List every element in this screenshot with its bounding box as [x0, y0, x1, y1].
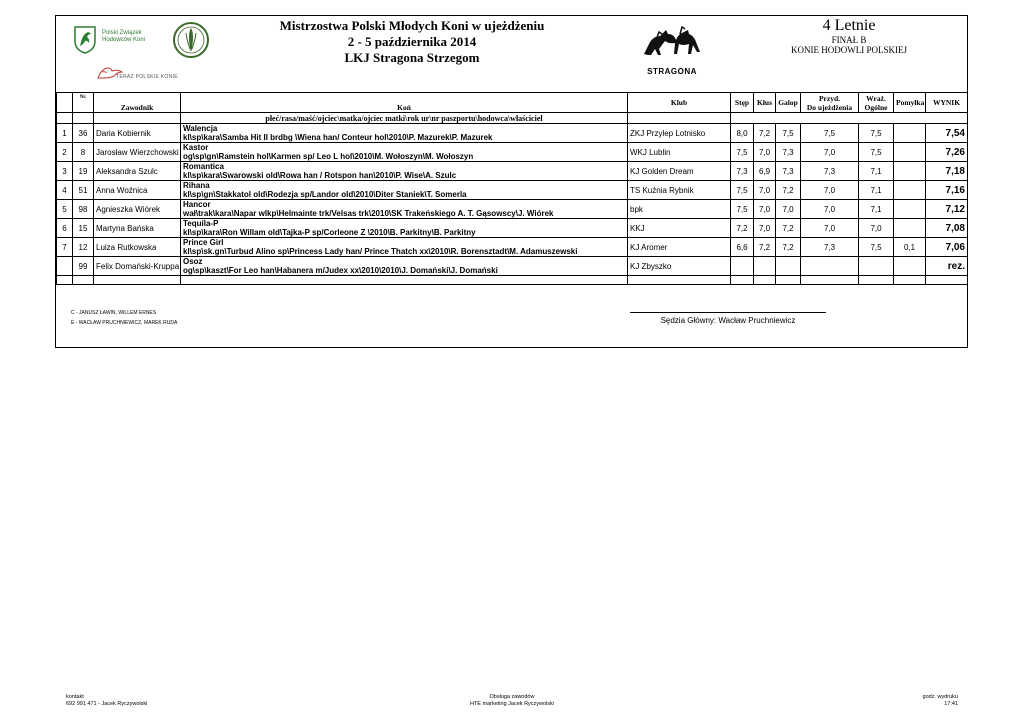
col-rider: Zawodnik	[94, 93, 181, 113]
horse-cell	[181, 219, 628, 238]
footer-service-company: HTE marketing Jacek Ryczywolski	[469, 701, 555, 707]
results-body	[57, 124, 968, 285]
result-cell: 7,26	[926, 143, 968, 162]
table-row	[57, 181, 968, 200]
horse-details: og\sp\kaszt\For Leo han\Habanera m/Judex xx\2010\2010\J. Domański\J. Domański	[183, 266, 498, 275]
horse-cell	[181, 124, 628, 143]
spacer-cell	[181, 276, 628, 285]
place-cell: 2	[57, 143, 73, 162]
general-cell	[859, 257, 894, 276]
rider-cell: Anna Woźnica	[94, 181, 181, 200]
submission-cell: 7,3	[801, 162, 859, 181]
table-row	[57, 162, 968, 181]
trot-cell: 7,0	[754, 200, 776, 219]
trot-cell: 6,9	[754, 162, 776, 181]
event-title	[256, 18, 568, 66]
canter-cell: 7,0	[776, 200, 801, 219]
col-result: WYNIK	[926, 93, 968, 113]
event-title-line-3: LKJ Stragona Strzegom	[344, 50, 480, 65]
general-cell: 7,0	[859, 219, 894, 238]
club-cell: bpk	[628, 200, 731, 219]
number-cell: 98	[73, 200, 94, 219]
class-final: FINAŁ B	[831, 35, 867, 45]
spacer-cell	[776, 276, 801, 285]
judges-c: C - JANUSZ ŁAWIN, WILLEM ERNES	[71, 310, 157, 316]
canter-cell: 7,3	[776, 162, 801, 181]
submission-cell: 7,0	[801, 200, 859, 219]
number-cell: 19	[73, 162, 94, 181]
horse-details: kl\sp\kara\Samba Hit II brdbg \Wiena han/ Conteur hol\2010\P. Mazurek\P. Mazurek	[183, 133, 493, 142]
footer-service-label: Obsługa zawodów	[489, 694, 535, 700]
general-cell: 7,5	[859, 238, 894, 257]
error-cell	[894, 219, 926, 238]
place-cell	[57, 257, 73, 276]
sub-empty-5	[731, 113, 968, 124]
club-cell: TS Kuźnia Rybnik	[628, 181, 731, 200]
number-cell: 36	[73, 124, 94, 143]
error-cell	[894, 143, 926, 162]
horse-details: kl\sp\kara\Ron Willam old\Tajka-P sp/Corleone Z \2010\B. Parkitny\B. Parkitny	[183, 228, 476, 237]
submission-cell: 7,0	[801, 143, 859, 162]
sub-empty-1	[57, 113, 73, 124]
trot-cell: 7,2	[754, 238, 776, 257]
horse-cell	[181, 181, 628, 200]
footer-contact	[66, 694, 147, 708]
canter-cell: 7,2	[776, 181, 801, 200]
col-horse-details: płeć/rasa/maść/ojciec\matka/ojciec matki\rok ur\nr paszportu\hodowca\właściciel	[181, 113, 628, 124]
trot-cell: 7,0	[754, 143, 776, 162]
pzhk-line-2: Hodowców Koni	[102, 37, 146, 43]
spacer-cell	[894, 276, 926, 285]
walk-cell: 7,2	[731, 219, 754, 238]
col-club: Klub	[628, 93, 731, 113]
chief-judge-signature	[628, 312, 828, 325]
canter-cell: 7,2	[776, 219, 801, 238]
rider-cell: Agnieszka Wiórek	[94, 200, 181, 219]
horse-cell	[181, 143, 628, 162]
club-cell: KJ Aromer	[628, 238, 731, 257]
competition-class	[764, 16, 934, 55]
horse-details: kl\sp\gn\Stakkatol old\Rodezja sp/Landor old\2010\Diter Staniek\T. Somerla	[183, 190, 467, 199]
horse-name: Prince Girl	[183, 238, 224, 247]
class-name: 4 Letnie	[822, 17, 876, 34]
horse-cell	[181, 162, 628, 181]
result-cell: 7,18	[926, 162, 968, 181]
horse-details: kl\sp\sk.gn\Turbud Alino sp\Princess Lady han/ Prince Thatch xx\2010\R. Borensztadt\M. Adamuszewski	[183, 247, 578, 256]
walk-cell	[731, 257, 754, 276]
place-cell: 7	[57, 238, 73, 257]
place-cell: 3	[57, 162, 73, 181]
sub-empty-4	[628, 113, 731, 124]
general-cell: 7,5	[859, 143, 894, 162]
spacer-cell	[731, 276, 754, 285]
col-no: Nr.	[73, 93, 94, 113]
spacer-cell	[859, 276, 894, 285]
col-general-line-2: Ogólne	[864, 102, 888, 112]
footer-contact-label: kontakt	[66, 694, 84, 700]
chief-judge-name: Sędzia Główny: Wacław Pruchniewicz	[660, 316, 796, 325]
table-spacer-row	[57, 276, 968, 285]
number-cell: 51	[73, 181, 94, 200]
spacer-cell	[754, 276, 776, 285]
error-cell	[894, 257, 926, 276]
club-cell: WKJ Lublin	[628, 143, 731, 162]
horse-name: Romantica	[183, 162, 224, 171]
footer-print-value: 17:41	[944, 701, 958, 707]
place-cell: 5	[57, 200, 73, 219]
number-cell: 8	[73, 143, 94, 162]
place-cell: 1	[57, 124, 73, 143]
spacer-cell	[57, 276, 73, 285]
club-cell: KJ Golden Dream	[628, 162, 731, 181]
horse-cell	[181, 200, 628, 219]
rider-cell: Jarosław Wierzchowski	[94, 143, 181, 162]
footer-service	[412, 694, 612, 708]
stragona-logo-icon	[640, 24, 704, 70]
rider-cell: Felix Domański-Kruppa	[94, 257, 181, 276]
col-submission-line-2: Do ujeżdżenia	[806, 102, 853, 112]
submission-cell: 7,0	[801, 181, 859, 200]
trot-cell	[754, 257, 776, 276]
walk-cell: 7,5	[731, 143, 754, 162]
sub-empty-2	[73, 113, 94, 124]
footer-contact-phone: 692 991 471 - Jacek Ryczywolski	[66, 701, 148, 707]
pzhk-logo-text	[102, 30, 145, 44]
table-row	[57, 200, 968, 219]
trot-cell: 7,0	[754, 181, 776, 200]
col-horse: Koń	[181, 93, 628, 113]
col-walk: Stęp	[731, 93, 754, 113]
submission-cell: 7,3	[801, 238, 859, 257]
pzhk-logo-icon	[70, 24, 100, 54]
spacer-cell	[94, 276, 181, 285]
canter-cell: 7,3	[776, 143, 801, 162]
walk-cell: 6,6	[731, 238, 754, 257]
teraz-logo-text: TERAZ POLSKIE KONIE	[116, 74, 178, 80]
general-cell: 7,1	[859, 200, 894, 219]
walk-cell: 7,5	[731, 200, 754, 219]
table-header-row	[57, 93, 968, 113]
horse-name: Walencja	[183, 124, 218, 133]
table-subheader-row	[57, 113, 968, 124]
horse-details: wał\trak\kara\Napar wlkp\Helmainte trk/Velsas trk\2010\SK Trakeńskiego A. T. Gąsowscy\J. Wiórek	[183, 209, 554, 218]
col-place	[57, 93, 73, 113]
spacer-cell	[73, 276, 94, 285]
result-cell: 7,12	[926, 200, 968, 219]
trot-cell: 7,2	[754, 124, 776, 143]
horse-details: og\sp\gn\Ramstein hol\Karmen sp/ Leo L hol\2010\M. Wołoszyn\M. Wołoszyn	[183, 152, 474, 161]
event-title-line-2: 2 - 5 października 2014	[347, 34, 477, 49]
sub-empty-3	[94, 113, 181, 124]
club-cell: KJ Zbyszko	[628, 257, 731, 276]
judges-panel	[71, 308, 177, 328]
club-cell: ZKJ Przylep Lotnisko	[628, 124, 731, 143]
number-cell: 99	[73, 257, 94, 276]
general-cell: 7,5	[859, 124, 894, 143]
table-row	[57, 219, 968, 238]
footer-print-label: godz. wydruku	[922, 694, 958, 700]
walk-cell: 7,3	[731, 162, 754, 181]
number-cell: 15	[73, 219, 94, 238]
table-row	[57, 257, 968, 276]
submission-cell	[801, 257, 859, 276]
stragona-logo-text: STRAGONA	[647, 67, 697, 76]
horse-name: Hancor	[183, 200, 211, 209]
col-submission	[801, 93, 859, 113]
spacer-cell	[628, 276, 731, 285]
canter-cell: 7,5	[776, 124, 801, 143]
col-canter: Galop	[776, 93, 801, 113]
col-trot: Kłus	[754, 93, 776, 113]
horse-cell	[181, 238, 628, 257]
place-cell: 4	[57, 181, 73, 200]
event-title-line-1: Mistrzostwa Polski Młodych Koni w ujeżdżeniu	[279, 18, 545, 33]
general-cell: 7,1	[859, 162, 894, 181]
club-cell: KKJ	[628, 219, 731, 238]
walk-cell: 8,0	[731, 124, 754, 143]
class-category: KONIE HODOWLI POLSKIEJ	[791, 45, 907, 55]
walk-cell: 7,5	[731, 181, 754, 200]
spacer-cell	[926, 276, 968, 285]
rider-cell: Aleksandra Szulc	[94, 162, 181, 181]
footer-print-time	[858, 694, 958, 708]
horse-cell	[181, 257, 628, 276]
submission-cell: 7,5	[801, 124, 859, 143]
sheet-header	[56, 16, 967, 90]
general-cell: 7,1	[859, 181, 894, 200]
error-cell	[894, 181, 926, 200]
col-submission-line-1: Przyd.	[818, 93, 841, 103]
error-cell	[894, 124, 926, 143]
signature-line	[630, 312, 826, 313]
error-cell: 0,1	[894, 238, 926, 257]
table-row	[57, 143, 968, 162]
table-row	[57, 238, 968, 257]
result-cell: rez.	[926, 257, 968, 276]
col-general-line-1: Wraż.	[866, 93, 886, 103]
rider-cell: Daria Kobiernik	[94, 124, 181, 143]
canter-cell	[776, 257, 801, 276]
result-cell: 7,16	[926, 181, 968, 200]
place-cell: 6	[57, 219, 73, 238]
pzhk-line-1: Polski Związek	[102, 30, 142, 36]
error-cell	[894, 200, 926, 219]
col-error: Pomyłka	[894, 93, 926, 113]
horse-name: Tequila-P	[183, 219, 219, 228]
rider-cell: Martyna Bańska	[94, 219, 181, 238]
trot-cell: 7,0	[754, 219, 776, 238]
seal-logo-icon	[172, 21, 210, 59]
rider-cell: Luiza Rutkowska	[94, 238, 181, 257]
results-sheet	[55, 15, 968, 348]
result-cell: 7,08	[926, 219, 968, 238]
results-table	[56, 92, 968, 285]
horse-name: Kastor	[183, 143, 209, 152]
submission-cell: 7,0	[801, 219, 859, 238]
spacer-cell	[801, 276, 859, 285]
number-cell: 12	[73, 238, 94, 257]
error-cell	[894, 162, 926, 181]
horse-name: Osoz	[183, 257, 203, 266]
table-row	[57, 124, 968, 143]
judges-e: E - WACŁAW PRUCHNIEWICZ, MAREK RUDA	[71, 320, 178, 326]
result-cell: 7,54	[926, 124, 968, 143]
canter-cell: 7,2	[776, 238, 801, 257]
col-general	[859, 93, 894, 113]
horse-name: Rihana	[183, 181, 210, 190]
horse-details: kl\sp\kara\Swarowski old\Rowa han / Rotspon han\2010\P. Wise\A. Szulc	[183, 171, 457, 180]
result-cell: 7,06	[926, 238, 968, 257]
